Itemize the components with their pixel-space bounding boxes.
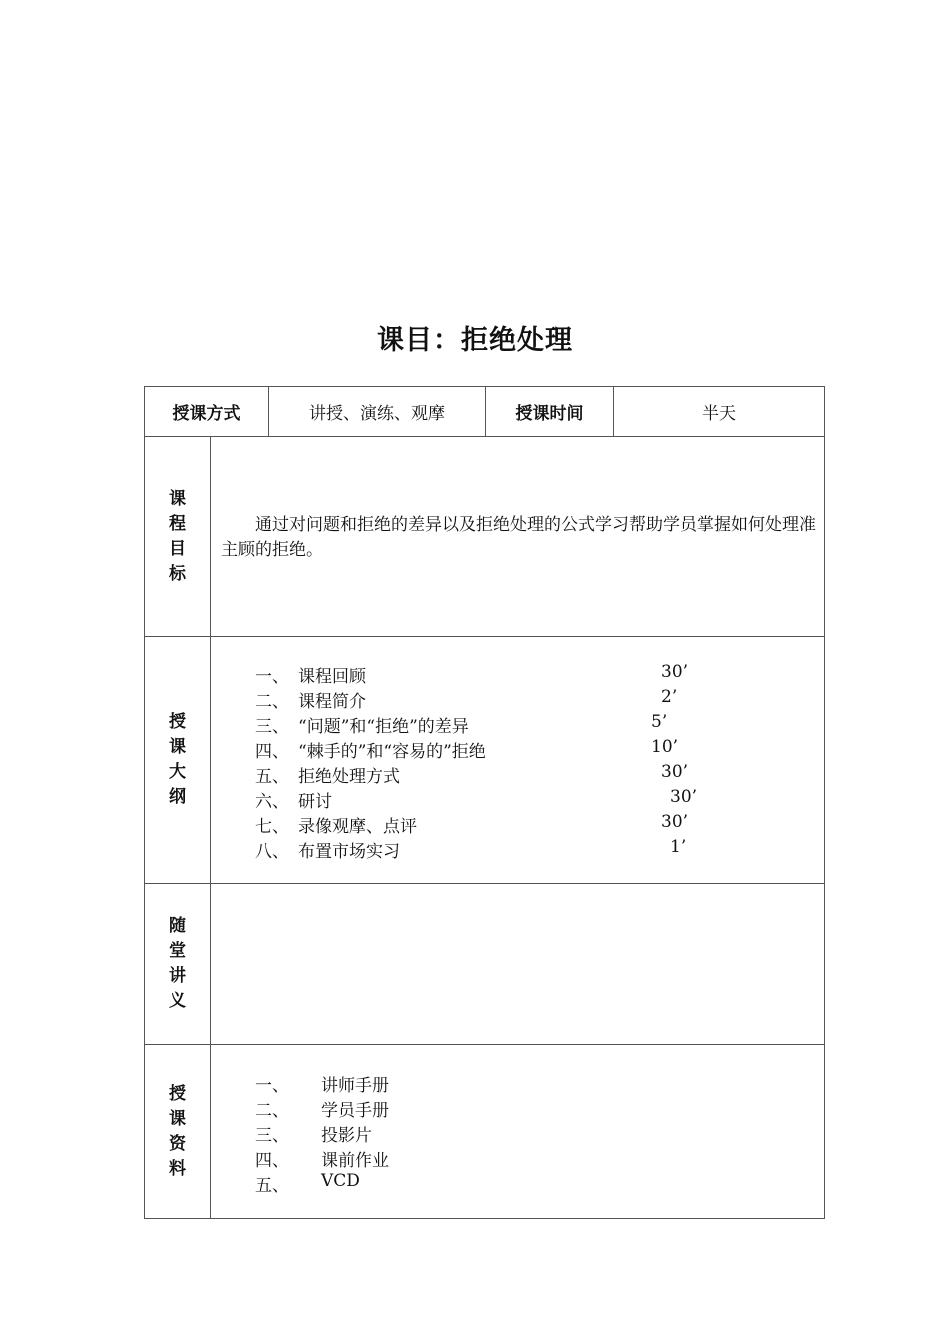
materials-item-num: 五、 (255, 1176, 289, 1196)
time-value: 半天 (702, 404, 736, 424)
objective-label-char: 标 (169, 563, 186, 584)
outline-label-char: 课 (169, 737, 186, 757)
materials-label-char: 授 (169, 1083, 186, 1104)
objective-label-cell (144, 436, 211, 637)
outline-item-text: 课程简介 (298, 692, 366, 712)
materials-item-text: 讲师手册 (321, 1076, 389, 1096)
outline-item-time: 5’ (651, 712, 668, 732)
method-label-cell (144, 386, 269, 437)
outline-item-num: 四、 (255, 742, 289, 762)
outline-item-time: 30’ (661, 812, 689, 832)
objective-label-char: 目 (169, 538, 186, 559)
time-label: 授课时间 (515, 404, 584, 424)
outline-content-cell (210, 636, 825, 884)
materials-item-text: 课前作业 (321, 1151, 389, 1171)
time-label-cell (485, 386, 614, 437)
handout-label-cell (144, 883, 211, 1045)
outline-item-text: “棘手的”和“容易的”拒绝 (298, 742, 486, 762)
outline-item-text: 录像观摩、点评 (298, 817, 417, 837)
handout-label-char: 讲 (169, 966, 186, 986)
materials-label-char: 资 (169, 1133, 186, 1154)
time-value-cell (613, 386, 825, 437)
materials-item-num: 一、 (255, 1076, 289, 1096)
outline-item-time: 1’ (670, 837, 687, 857)
outline-item-time: 10’ (651, 737, 679, 757)
outline-item-text: 拒绝处理方式 (298, 767, 400, 787)
outline-item-num: 三、 (255, 717, 289, 737)
objective-label-char: 课 (169, 488, 186, 509)
method-value: 讲授、演练、观摩 (309, 404, 445, 424)
handout-label-char: 堂 (169, 941, 186, 961)
outline-item-num: 二、 (255, 692, 289, 712)
materials-item-text: 投影片 (321, 1126, 372, 1146)
objective-content-cell (210, 436, 825, 637)
objective-label-char: 程 (169, 513, 186, 534)
outline-label-char: 大 (169, 762, 186, 782)
outline-item-text: 研讨 (298, 792, 332, 812)
materials-item-text: 学员手册 (321, 1101, 389, 1121)
outline-item-time: 30’ (670, 787, 698, 807)
handout-label-char: 随 (169, 916, 186, 936)
materials-label-char: 料 (169, 1158, 186, 1179)
objective-text: 通过对问题和拒绝的差异以及拒绝处理的公式学习帮助学员掌握如何处理准主顾的拒绝。 (221, 515, 816, 560)
materials-item-num: 四、 (255, 1151, 289, 1171)
outline-label-cell (144, 636, 211, 884)
materials-item-num: 三、 (255, 1126, 289, 1146)
outline-label-char: 纲 (169, 787, 186, 807)
materials-item-num: 二、 (255, 1101, 289, 1121)
outline-item-time: 30’ (661, 662, 689, 682)
outline-item-time: 30’ (661, 762, 689, 782)
handout-label-char: 义 (169, 991, 186, 1011)
outline-item-text: “问题”和“拒绝”的差异 (298, 717, 469, 737)
materials-content-cell (210, 1044, 825, 1219)
handout-content-cell (210, 883, 825, 1045)
outline-item-num: 八、 (255, 842, 289, 862)
outline-label-char: 授 (169, 712, 186, 732)
outline-item-num: 七、 (255, 817, 289, 837)
page-title: 课目：拒绝处理 (377, 325, 573, 356)
outline-item-num: 六、 (255, 792, 289, 812)
outline-item-text: 布置市场实习 (298, 842, 400, 862)
materials-item-text: VCD (321, 1171, 360, 1191)
outline-item-time: 2’ (661, 687, 678, 707)
outline-item-num: 五、 (255, 767, 289, 787)
outline-item-num: 一、 (255, 667, 289, 687)
method-value-cell (268, 386, 486, 437)
outline-item-text: 课程回顾 (298, 667, 366, 687)
method-label: 授课方式 (172, 404, 241, 424)
materials-label-char: 课 (169, 1108, 186, 1129)
materials-label-cell (144, 1044, 211, 1219)
